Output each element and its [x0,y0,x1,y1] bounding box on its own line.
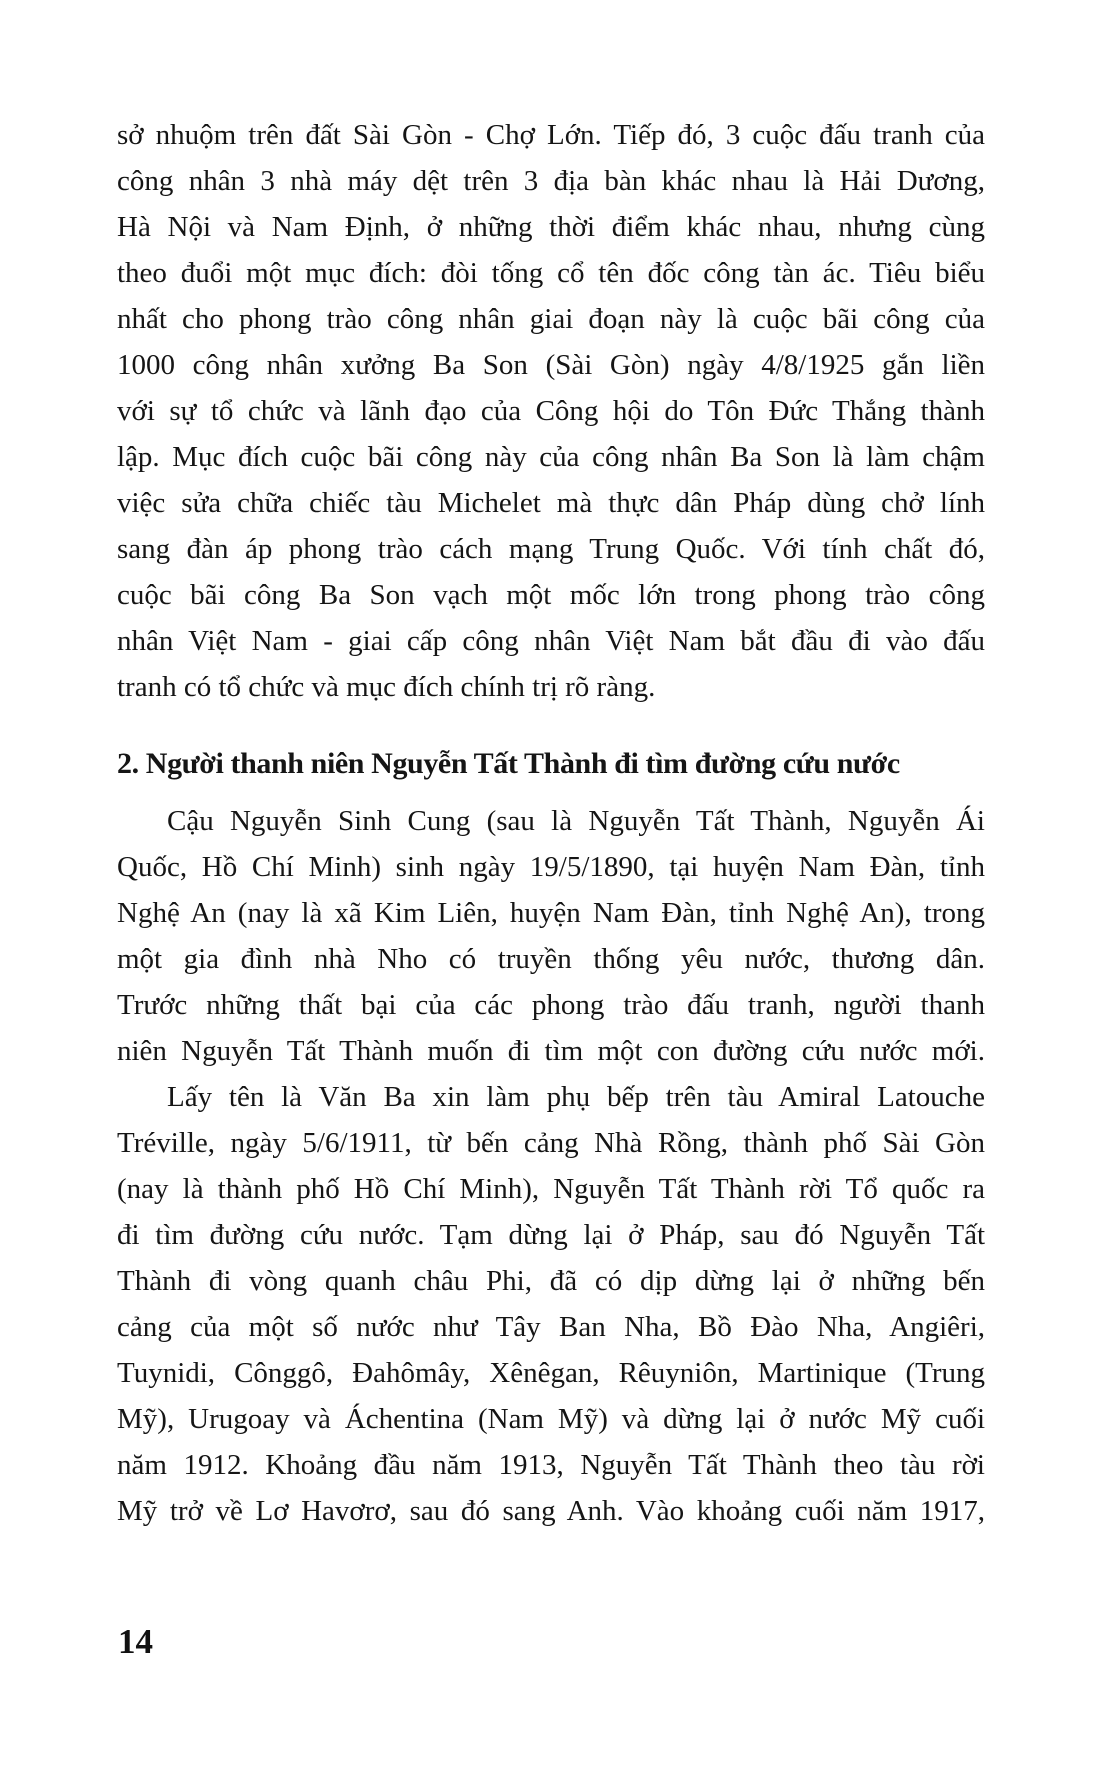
paragraph [117,1074,985,1534]
paragraph [117,798,985,1074]
text-line: (nay là thành phố Hồ Chí Minh), Nguyễn Tất Thành rời Tổ quốc ra [117,1173,985,1205]
text-line: Cậu Nguyễn Sinh Cung (sau là Nguyễn Tất Thành, Nguyễn Ái [167,805,985,837]
section-heading: 2. Người thanh niên Nguyễn Tất Thành đi tìm đường cứu nước [117,747,900,780]
text-line: Tuynidi, Cônggô, Đahômây, Xênêgan, Rêuyniôn, Martinique (Trung [117,1357,985,1389]
text-line: Thành đi vòng quanh châu Phi, đã có dịp dừng lại ở những bến [117,1265,985,1297]
text-line: cuộc bãi công Ba Son vạch một mốc lớn trong phong trào công [117,579,985,611]
text-line: tranh có tổ chức và mục đích chính trị rõ ràng. [117,671,656,703]
text-line: đi tìm đường cứu nước. Tạm dừng lại ở Pháp, sau đó Nguyễn Tất [117,1219,985,1251]
text-line: Mỹ trở về Lơ Havơrơ, sau đó sang Anh. Vào khoảng cuối năm 1917, [117,1495,985,1527]
text-line: 1000 công nhân xưởng Ba Son (Sài Gòn) ngày 4/8/1925 gắn liền [117,349,985,381]
text-line: sang đàn áp phong trào cách mạng Trung Quốc. Với tính chất đó, [117,533,985,565]
paragraph [117,112,985,710]
text-line: Lấy tên là Văn Ba xin làm phụ bếp trên tàu Amiral Latouche [167,1081,985,1113]
text-line: cảng của một số nước như Tây Ban Nha, Bồ Đào Nha, Angiêri, [117,1311,985,1343]
text-line: một gia đình nhà Nho có truyền thống yêu nước, thương dân. [117,943,985,975]
text-line: sở nhuộm trên đất Sài Gòn - Chợ Lớn. Tiếp đó, 3 cuộc đấu tranh của [117,119,985,151]
page-number: 14 [118,1622,153,1661]
text-line: năm 1912. Khoảng đầu năm 1913, Nguyễn Tất Thành theo tàu rời [117,1449,985,1481]
text-line: nhân Việt Nam - giai cấp công nhân Việt Nam bắt đầu đi vào đấu [117,625,985,657]
text-line: Quốc, Hồ Chí Minh) sinh ngày 19/5/1890, tại huyện Nam Đàn, tỉnh [117,851,985,883]
text-line: Trước những thất bại của các phong trào đấu tranh, người thanh [117,989,985,1021]
text-line: lập. Mục đích cuộc bãi công này của công nhân Ba Son là làm chậm [117,441,985,473]
text-line: công nhân 3 nhà máy dệt trên 3 địa bàn khác nhau là Hải Dương, [117,165,985,197]
text-column [117,112,985,1534]
text-line: theo đuổi một mục đích: đòi tống cổ tên đốc công tàn ác. Tiêu biểu [117,257,985,289]
text-line: Mỹ), Urugoay và Áchentina (Nam Mỹ) và dừng lại ở nước Mỹ cuối [117,1403,985,1435]
text-line: Nghệ An (nay là xã Kim Liên, huyện Nam Đàn, tỉnh Nghệ An), trong [117,897,985,929]
text-line: việc sửa chữa chiếc tàu Michelet mà thực dân Pháp dùng chở lính [117,487,985,519]
text-line: Hà Nội và Nam Định, ở những thời điểm khác nhau, nhưng cùng [117,211,985,243]
text-line: niên Nguyễn Tất Thành muốn đi tìm một con đường cứu nước mới. [117,1035,985,1067]
text-line: nhất cho phong trào công nhân giai đoạn này là cuộc bãi công của [117,303,985,335]
text-line: Tréville, ngày 5/6/1911, từ bến cảng Nhà Rồng, thành phố Sài Gòn [117,1127,985,1159]
text-line: với sự tổ chức và lãnh đạo của Công hội do Tôn Đức Thắng thành [117,395,985,427]
